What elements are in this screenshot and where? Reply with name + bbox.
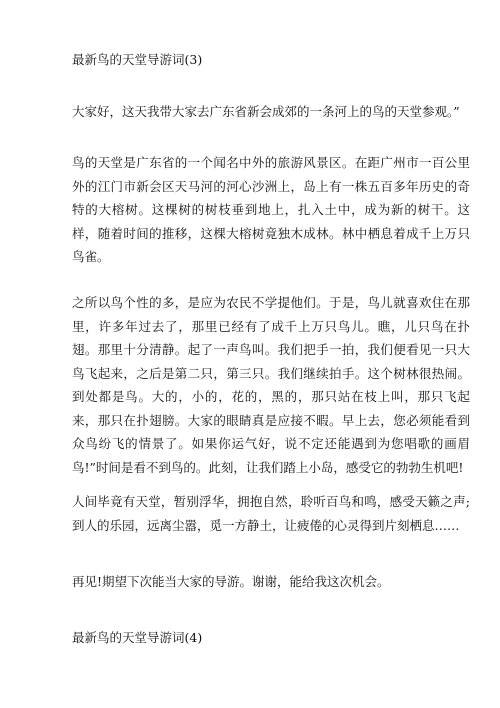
- farewell-paragraph: 再见!期望下次能当大家的导游。谢谢，能给我这次机会。: [72, 574, 390, 589]
- section-heading-3: 最新鸟的天堂导游词(3): [72, 52, 203, 67]
- paragraph-birds: 之所以鸟个性的多，是应为农民不学提他们。于是，鸟儿就喜欢住在那里，许多年过去了，那里已经有了成千上万只鸟儿。瞧，儿只鸟在扑翅。那里十分清静。起了一声鸟叫。我们把手一拍，我们便看见一只大鸟飞起来，之后是第二只，第三只。我们继续拍手。这个树林很热闹。到处都是鸟。大的，小的，花的，黑的，那只站在枝上叫，那只飞起来，那只在扑翅膀。大家的眼睛真是应接不暇。早上去，您必须能看到众鸟纷飞的情景了。如果你运气好，说不定还能遇到为您唱歌的画眉鸟!”时间是看不到鸟的。此刻，让我们踏上小岛，感受它的勃勃生机吧!: [72, 295, 470, 475]
- paragraph-banyan-description: 鸟的天堂是广东省的一个闻名中外的旅游风景区。在距广州市一百公里外的江门市新会区天马河的河心沙洲上，岛上有一株五百多年历史的奇特的大榕树。这棵树的树枝垂到地上，扎入土中，成为新的树干。这样，随着时间的推移，这棵大榕树竟独木成林。林中栖息着成千上万只鸟雀。: [72, 155, 470, 264]
- paragraph-paradise: 人间毕竟有天堂，暂别浮华，拥抱自然，聆听百鸟和鸣，感受天籁之声;到人的乐园，远离尘嚣，觅一方静土，让疲倦的心灵得到片刻栖息……: [72, 494, 470, 533]
- intro-paragraph: 大家好，这天我带大家去广东省新会成郊的一条河上的鸟的天堂参观。”: [72, 104, 460, 119]
- section-heading-4: 最新鸟的天堂导游词(4): [72, 630, 203, 645]
